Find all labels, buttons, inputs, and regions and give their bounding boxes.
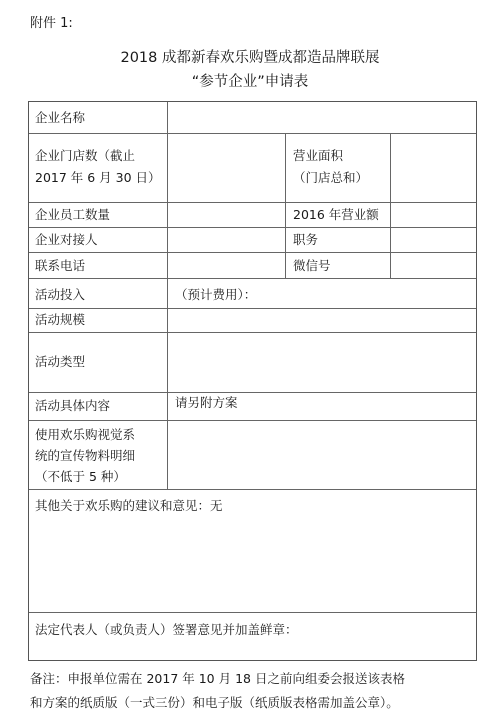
type-label: 活动类型 [35, 354, 86, 369]
row-divider [29, 278, 476, 279]
company-name-label: 企业名称 [35, 110, 86, 125]
wechat-label: 微信号 [293, 258, 331, 273]
signature-label: 法定代表人（或负责人）签署意见并加盖鲜章： [35, 622, 298, 637]
employees-label: 企业员工数量 [35, 207, 111, 222]
form-title: 2018 成都新春欢乐购暨成都造品牌联展 [120, 50, 380, 66]
row-divider [29, 202, 476, 203]
row-divider [29, 133, 476, 134]
business-area-label: 营业面积 （门店总和） [293, 148, 369, 185]
row-divider [29, 308, 476, 309]
column-divider [167, 102, 168, 489]
suggestions-label: 其他关于欢乐购的建议和意见：无 [35, 498, 223, 513]
row-divider [29, 392, 476, 393]
column-divider [390, 133, 391, 278]
position-label: 职务 [293, 232, 319, 247]
row-divider [29, 227, 476, 228]
content-value: 请另附方案 [175, 395, 238, 410]
application-form-table [28, 101, 477, 661]
investment-value: （预计费用）： [175, 287, 257, 302]
form-subtitle: “参节企业”申请表 [191, 74, 309, 90]
contact-person-label: 企业对接人 [35, 232, 98, 247]
attachment-label: 附件 1: [30, 16, 73, 31]
phone-label: 联系电话 [35, 258, 86, 273]
column-divider [285, 133, 286, 278]
row-divider [29, 252, 476, 253]
row-divider [29, 420, 476, 421]
content-label: 活动具体内容 [35, 398, 111, 413]
row-divider [29, 612, 476, 613]
revenue-2016-label: 2016 年营业额 [293, 207, 379, 222]
investment-label: 活动投入 [35, 287, 86, 302]
materials-label: 使用欢乐购视觉系 统的宣传物料明细 （不低于 5 种） [35, 427, 136, 484]
scale-label: 活动规模 [35, 312, 86, 327]
row-divider [29, 332, 476, 333]
footer-note-line1: 备注：申报单位需在 2017 年 10 月 18 日之前向组委会报送该表格 [30, 671, 405, 686]
row-divider [29, 489, 476, 490]
footer-note-line2: 和方案的纸质版（一式三份）和电子版（纸质版表格需加盖公章）。 [30, 695, 399, 710]
store-count-label: 企业门店数（截止 2017 年 6 月 30 日） [35, 148, 161, 185]
